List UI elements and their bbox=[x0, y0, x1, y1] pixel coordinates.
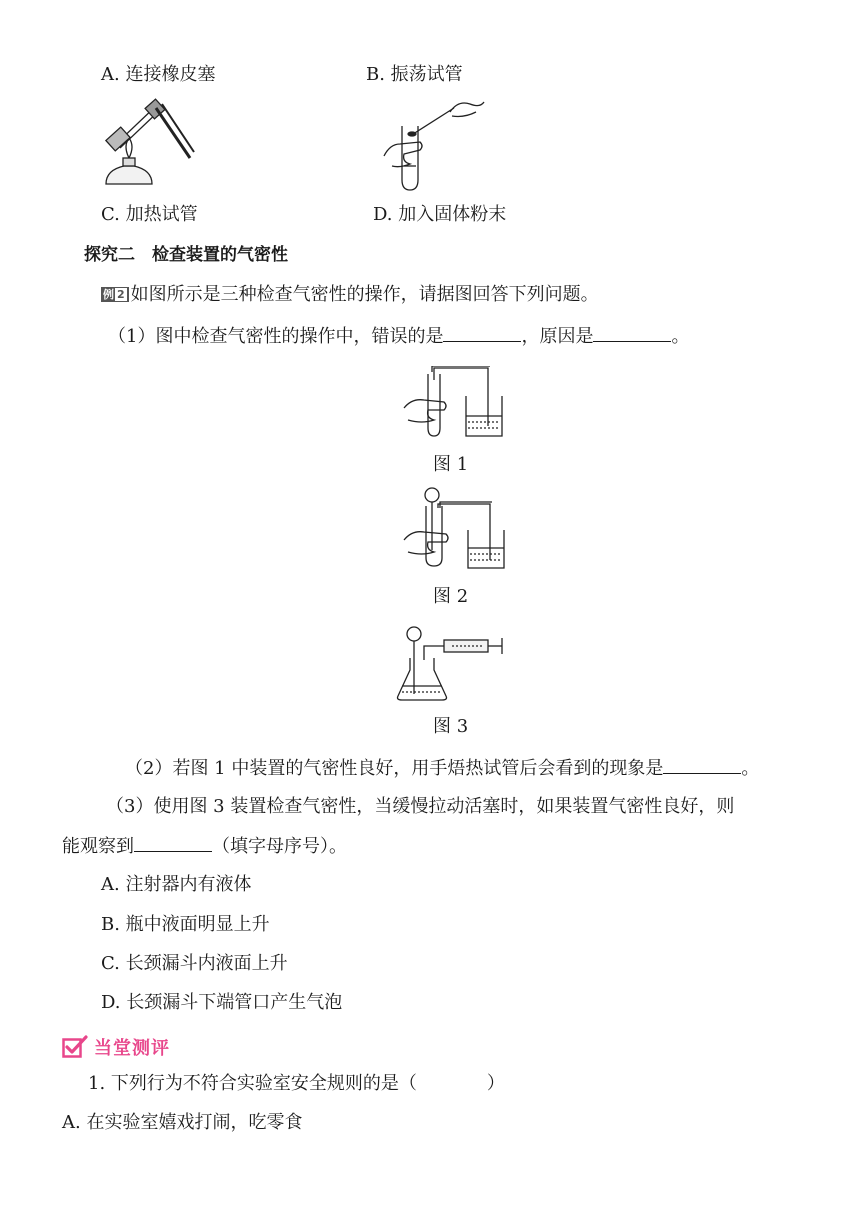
figure-3-illustration bbox=[394, 624, 506, 704]
option-d-illustration bbox=[380, 96, 490, 194]
option-d-label: D. 加入固体粉末 bbox=[373, 204, 507, 225]
option-c-label: C. 加热试管 bbox=[101, 204, 198, 225]
answer-blank-1[interactable] bbox=[443, 324, 521, 342]
option-b-label: B. 振荡试管 bbox=[366, 64, 463, 85]
figure-2-illustration bbox=[402, 486, 512, 572]
assessment-title: 当堂测评 bbox=[94, 1038, 170, 1059]
example-badge: 例 2 bbox=[101, 287, 129, 302]
figure-2-caption: 图 2 bbox=[433, 586, 469, 607]
assessment-q1-option-a: A. 在实验室嬉戏打闹，吃零食 bbox=[62, 1112, 303, 1133]
q3-option-d: D. 长颈漏斗下端管口产生气泡 bbox=[101, 992, 343, 1013]
answer-blank-4[interactable] bbox=[134, 834, 212, 852]
assessment-question-1: 1. 下列行为不符合实验室安全规则的是（ ） bbox=[88, 1073, 505, 1094]
option-a-label: A. 连接橡皮塞 bbox=[101, 64, 216, 85]
checkbox-icon bbox=[62, 1035, 88, 1059]
figure-3-caption: 图 3 bbox=[433, 716, 469, 737]
figure-1-caption: 图 1 bbox=[433, 454, 469, 475]
question-1: （1）图中检查气密性的操作中，错误的是 ，原因是 。 bbox=[108, 326, 690, 347]
assessment-header bbox=[62, 1034, 170, 1060]
answer-blank-2[interactable] bbox=[593, 324, 671, 342]
q3-option-c: C. 长颈漏斗内液面上升 bbox=[101, 953, 288, 974]
question-3-line-1: （3）使用图 3 装置检查气密性，当缓慢拉动活塞时，如果装置气密性良好，则 bbox=[106, 796, 735, 817]
q3-option-a: A. 注射器内有液体 bbox=[101, 874, 252, 895]
section-heading: 探究二 检查装置的气密性 bbox=[84, 245, 288, 265]
option-c-illustration bbox=[96, 96, 200, 196]
figure-1-illustration bbox=[402, 366, 512, 440]
answer-blank-3[interactable] bbox=[663, 756, 741, 774]
question-2: （2）若图 1 中装置的气密性良好，用手焐热试管后会看到的现象是 。 bbox=[125, 758, 760, 779]
example-2-line bbox=[101, 284, 599, 306]
example-text: 如图所示是三种检查气密性的操作，请据图回答下列问题。 bbox=[130, 284, 599, 305]
question-3-line-2: 能观察到 （填字母序号）。 bbox=[62, 836, 347, 857]
q3-option-b: B. 瓶中液面明显上升 bbox=[101, 914, 270, 935]
